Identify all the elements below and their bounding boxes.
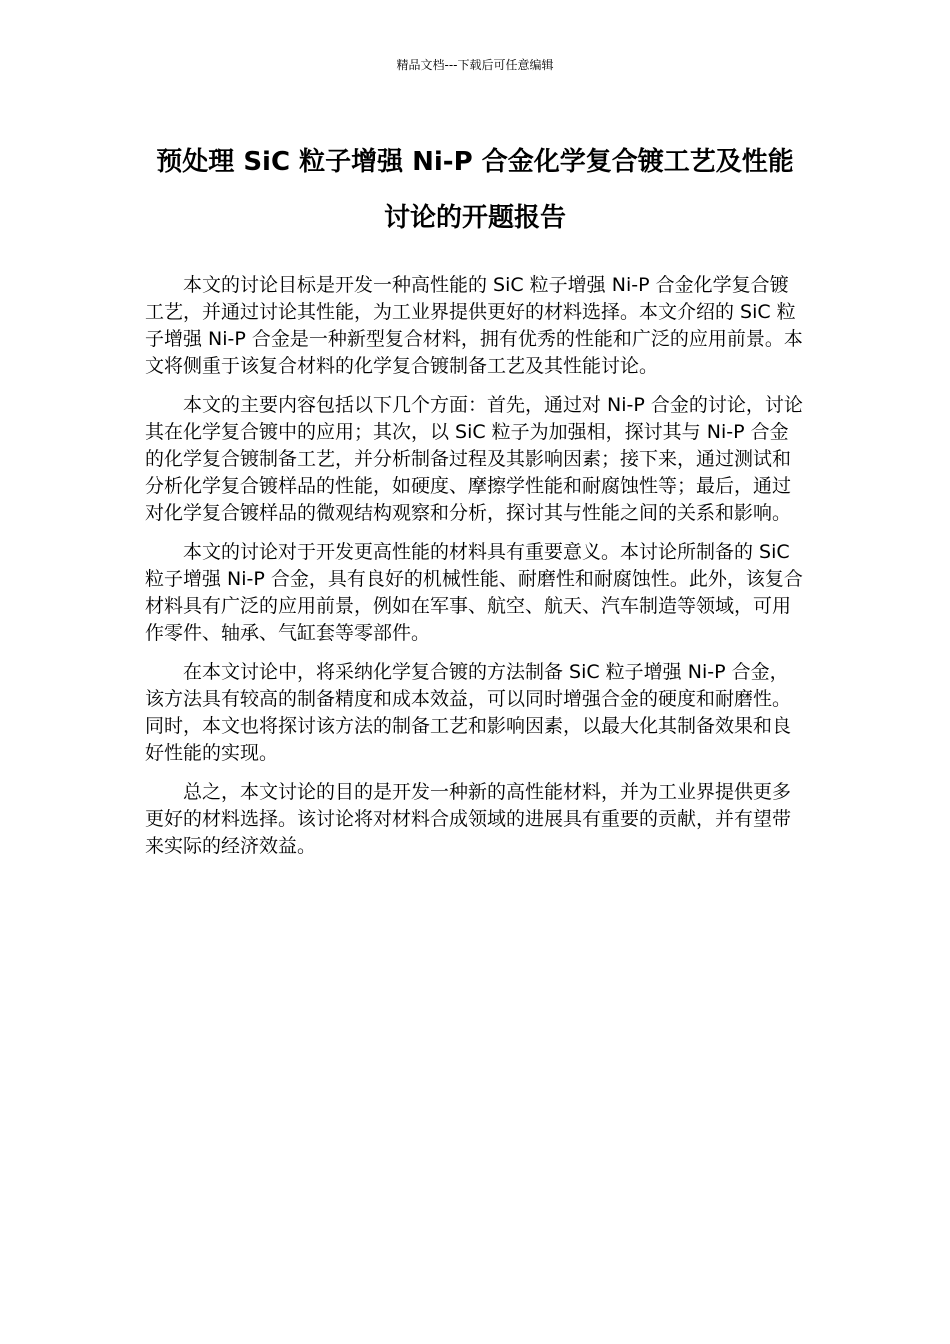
paragraph: 总之，本文讨论的目的是开发一种新的高性能材料，并为工业界提供更多更好的材料选择。该讨论将对材料合成领域的进展具有重要的贡献，并有望带来实际的经济效益。 [145, 781, 792, 857]
document-body [145, 272, 805, 872]
paragraph: 本文的主要内容包括以下几个方面：首先，通过对 Ni-P 合金的讨论，讨论其在化学复合镀中的应用；其次，以 SiC 粒子为加强相，探讨其与 Ni-P 合金的化学复合镀制备工艺，并分析制备过程及其影响因素；接下来，通过测试和分析化学复合镀样品的性能，如硬度、摩擦学性能和耐腐蚀性等；最后，通过对化学复合镀样品的微观结构观察和分析，探讨其与性能之间的关系和影响。 [145, 394, 803, 524]
paragraph: 在本文讨论中，将采纳化学复合镀的方法制备 SiC 粒子增强 Ni-P 合金，该方法具有较高的制备精度和成本效益，可以同时增强合金的硬度和耐磨性。同时，本文也将探讨该方法的制备工艺和影响因素，以最大化其制备效果和良好性能的实现。 [145, 661, 792, 764]
document-title: 预处理 SiC 粒子增强 Ni-P 合金化学复合镀工艺及性能讨论的开题报告 [156, 147, 794, 233]
page-header: 精品文档---下载后可任意编辑 [396, 58, 554, 72]
paragraph: 本文的讨论对于开发更高性能的材料具有重要意义。本讨论所制备的 SiC 粒子增强 Ni-P 合金，具有良好的机械性能、耐磨性和耐腐蚀性。此外，该复合材料具有广泛的应用前景，例如在军事、航空、航天、汽车制造等领域，可用作零件、轴承、气缸套等零部件。 [145, 541, 803, 644]
paragraph: 本文的讨论目标是开发一种高性能的 SiC 粒子增强 Ni-P 合金化学复合镀工艺，并通过讨论其性能，为工业界提供更好的材料选择。本文介绍的 SiC 粒子增强 Ni-P 合金是一种新型复合材料，拥有优秀的性能和广泛的应用前景。本文将侧重于该复合材料的化学复合镀制备工艺及其性能讨论。 [145, 274, 803, 377]
